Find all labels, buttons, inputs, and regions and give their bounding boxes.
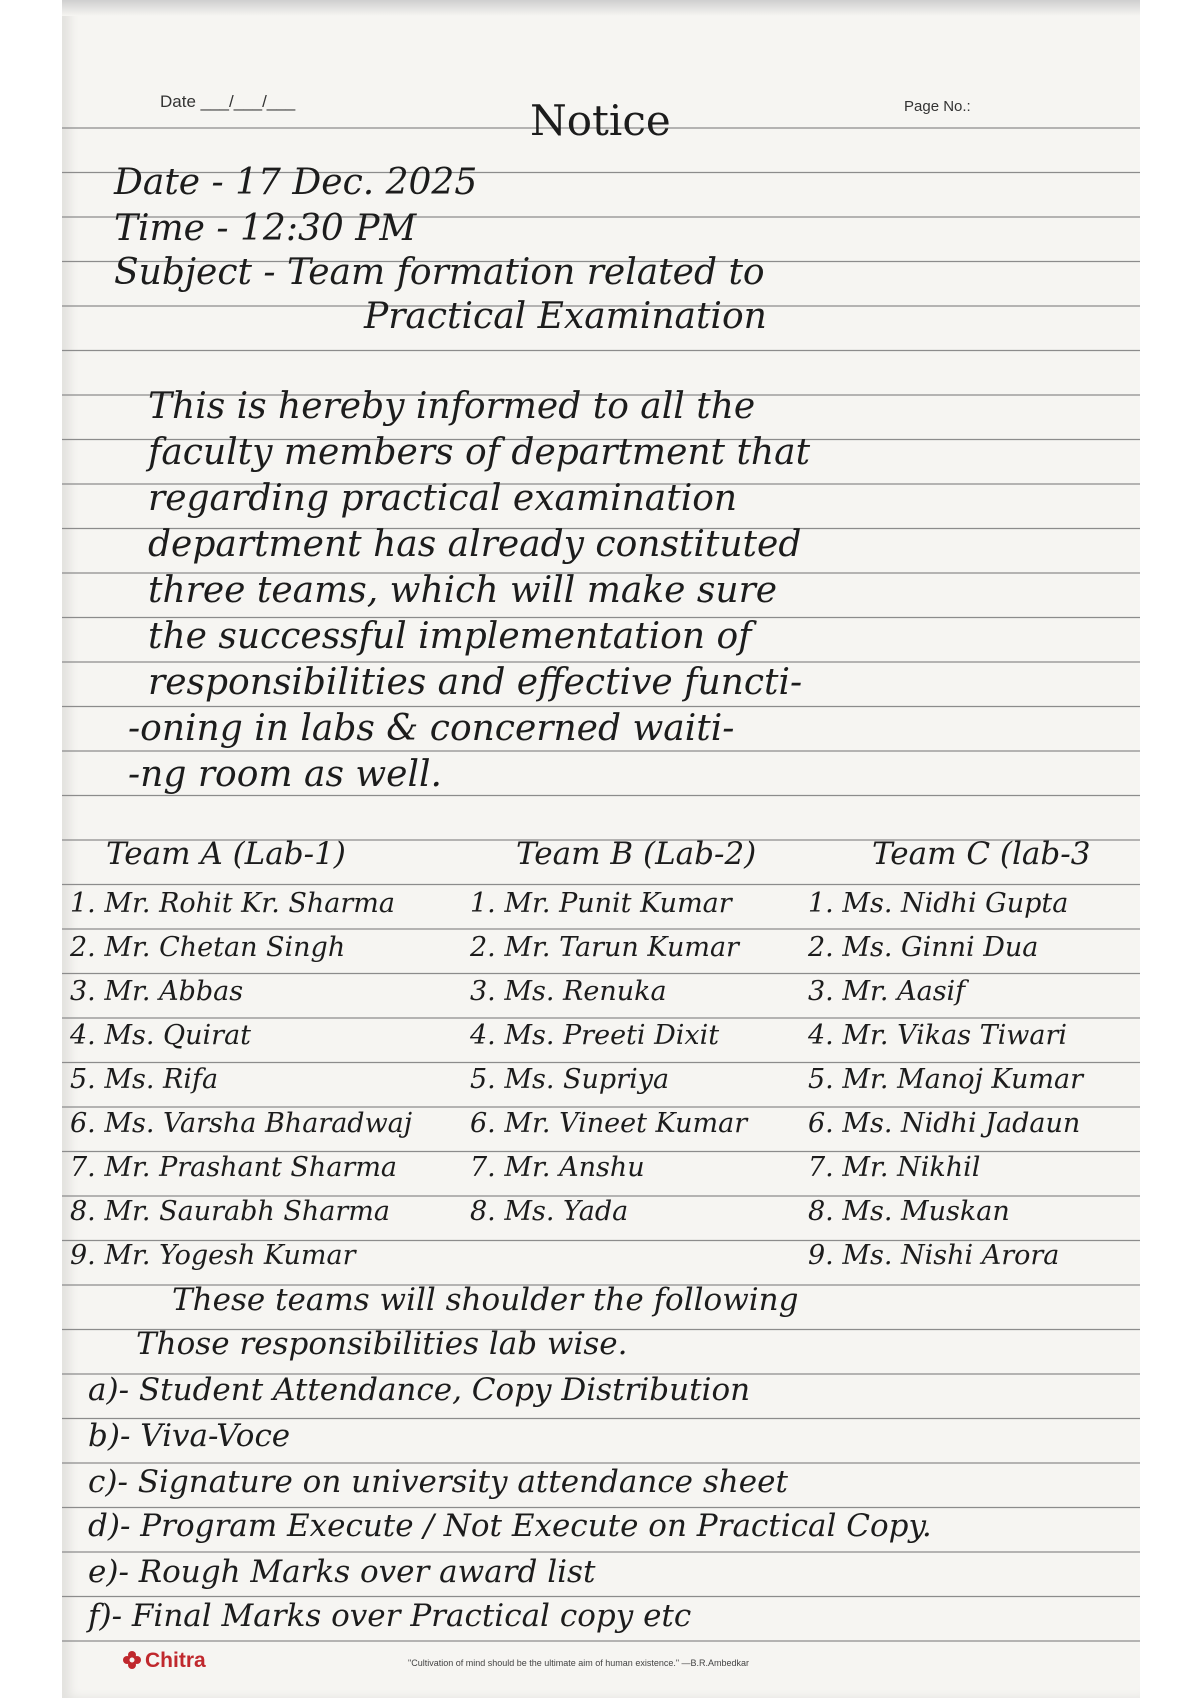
body-line: responsibilities and effective functi-	[148, 662, 803, 703]
date-label: Date ___/___/___	[160, 92, 296, 111]
list-item: 3. Mr. Abbas	[70, 976, 244, 1007]
body-line: three teams, which will make sure	[148, 570, 778, 611]
body-line: department has already constituted	[148, 524, 802, 565]
notebook-page	[62, 0, 1140, 1698]
chitra-flower-logo-icon	[122, 1650, 142, 1670]
list-item: 1. Ms. Nidhi Gupta	[808, 888, 1069, 919]
list-item: 3. Mr. Aasif	[808, 976, 966, 1007]
list-item: 4. Ms. Quirat	[70, 1020, 252, 1051]
list-item: 7. Mr. Nikhil	[808, 1152, 981, 1183]
body-line: -oning in labs & concerned waiti-	[128, 708, 735, 749]
closing-line2: Those responsibilities lab wise.	[136, 1326, 628, 1362]
list-item: 5. Ms. Rifa	[70, 1064, 219, 1095]
responsibility-item: d)- Program Execute / Not Execute on Practical Copy.	[88, 1508, 932, 1544]
list-item: 8. Ms. Yada	[470, 1196, 629, 1227]
body-line: the successful implementation of	[148, 616, 752, 657]
notice-subject-line2: Practical Examination	[364, 296, 767, 337]
list-item: 8. Ms. Muskan	[808, 1196, 1010, 1227]
body-line: -ng room as well.	[128, 754, 442, 795]
list-item: 1. Mr. Rohit Kr. Sharma	[70, 888, 396, 919]
list-item: 9. Mr. Yogesh Kumar	[70, 1240, 356, 1271]
list-item: 1. Mr. Punit Kumar	[470, 888, 732, 919]
list-item: 6. Mr. Vineet Kumar	[470, 1108, 748, 1139]
list-item: 7. Mr. Prashant Sharma	[70, 1152, 398, 1183]
body-line: regarding practical examination	[148, 478, 738, 519]
responsibility-item: e)- Rough Marks over award list	[88, 1554, 596, 1590]
responsibility-item: f)- Final Marks over Practical copy etc	[88, 1598, 692, 1634]
responsibility-item: b)- Viva-Voce	[88, 1418, 291, 1454]
list-item: 9. Ms. Nishi Arora	[808, 1240, 1060, 1271]
page-no-label: Page No.:	[904, 98, 971, 115]
list-item: 2. Mr. Chetan Singh	[70, 932, 346, 963]
team-c-heading: Team C (lab-3	[872, 836, 1091, 872]
team-a-heading: Team A (Lab-1)	[106, 836, 346, 872]
team-b-heading: Team B (Lab-2)	[516, 836, 757, 872]
body-line: This is hereby informed to all the	[148, 386, 756, 427]
footer-quote: "Cultivation of mind should be the ultimate aim of human existence." —B.R.Ambedkar	[408, 1658, 750, 1668]
list-item: 2. Ms. Ginni Dua	[808, 932, 1039, 963]
notice-subject-line1: Subject - Team formation related to	[114, 252, 765, 293]
closing-line1: These teams will shoulder the following	[172, 1282, 799, 1318]
list-item: 6. Ms. Nidhi Jadaun	[808, 1108, 1081, 1139]
responsibility-item: a)- Student Attendance, Copy Distribution	[88, 1372, 751, 1408]
list-item: 4. Ms. Preeti Dixit	[470, 1020, 720, 1051]
brand-name: Chitra	[145, 1649, 206, 1672]
list-item: 7. Mr. Anshu	[470, 1152, 645, 1183]
page-title: Notice	[530, 96, 671, 145]
responsibility-item: c)- Signature on university attendance sheet	[88, 1464, 788, 1500]
list-item: 5. Ms. Supriya	[470, 1064, 670, 1095]
list-item: 3. Ms. Renuka	[470, 976, 667, 1007]
list-item: 4. Mr. Vikas Tiwari	[808, 1020, 1068, 1051]
list-item: 2. Mr. Tarun Kumar	[470, 932, 739, 963]
list-item: 5. Mr. Manoj Kumar	[808, 1064, 1084, 1095]
body-line: faculty members of department that	[148, 432, 811, 473]
list-item: 8. Mr. Saurabh Sharma	[70, 1196, 390, 1227]
notice-date: Date - 17 Dec. 2025	[114, 162, 478, 203]
notice-time: Time - 12:30 PM	[114, 208, 417, 249]
list-item: 6. Ms. Varsha Bharadwaj	[70, 1108, 413, 1139]
